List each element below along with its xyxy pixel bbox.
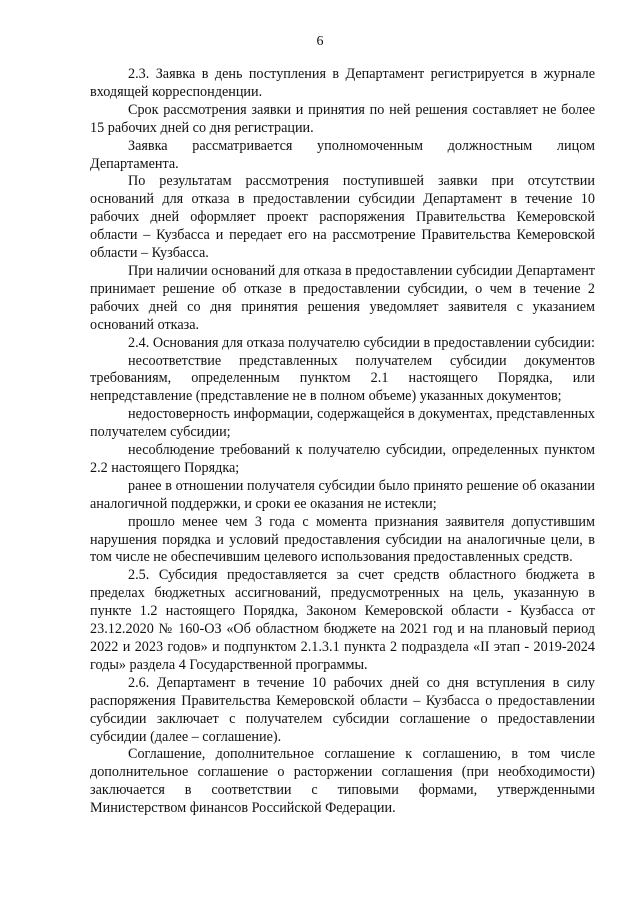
- refusal-ground-documents: несоответствие представленных получателем субсидии документов требованиям, определенным пунктом 2.1 настоящего Порядка, или непредставление (представление не в полном объеме) указанных документов;: [90, 352, 595, 405]
- paragraph-review-official: Заявка рассматривается уполномоченным должностным лицом Департамента.: [90, 137, 595, 172]
- refusal-ground-prior-support: ранее в отношении получателя субсидии было принято решение об оказании аналогичной поддержки, и сроки ее оказания не истекли;: [90, 477, 595, 512]
- paragraph-agreement-forms: Соглашение, дополнительное соглашение к соглашению, в том числе дополнительное соглашение о расторжении соглашения (при необходимости) заключается в соответствии с типовыми формами, утвержденными Министерством финансов Российской Федерации.: [90, 746, 595, 817]
- document-body: [90, 66, 595, 818]
- refusal-ground-unreliable-info: недостоверность информации, содержащейся в документах, представленных получателем субсидии;: [90, 406, 595, 441]
- paragraph-refusal-decision: При наличии оснований для отказа в предоставлении субсидии Департамент принимает решение об отказе в предоставлении субсидии, о чем в течение 2 рабочих дней со дня принятия решения уведомляет заявителя с указанием оснований отказа.: [90, 262, 595, 333]
- paragraph-2-3: 2.3. Заявка в день поступления в Департамент регистрируется в журнале входящей корреспонденции.: [90, 66, 595, 100]
- paragraph-2-5: 2.5. Субсидия предоставляется за счет средств областного бюджета в пределах бюджетных ассигнований, предусмотренных на цель, указанную в пункте 1.2 настоящего Порядка, Законом Кемеровской области - Кузбасса от 23.12.2020 № 160-ОЗ «Об областном бюджете на 2021 год и на плановый период 2022 и 2023 годов» и подпунктом 2.1.3.1 пункта 2 подраздела «II этап - 2019-2024 годы» раздела 4 Государственной программы.: [90, 567, 595, 673]
- paragraph-2-4: 2.4. Основания для отказа получателю субсидии в предоставлении субсидии:: [128, 334, 595, 351]
- paragraph-2-6: 2.6. Департамент в течение 10 рабочих дней со дня вступления в силу распоряжения Правительства Кемеровской области – Кузбасса о предоставлении субсидии заключает с получателем субсидии соглашение о предоставлении субсидии (далее – соглашение).: [90, 674, 595, 745]
- page-number: 6: [316, 34, 324, 49]
- paragraph-review-period: Срок рассмотрения заявки и принятия по ней решения составляет не более 15 рабочих дней со дня регистрации.: [90, 101, 595, 136]
- paragraph-review-result: По результатам рассмотрения поступившей заявки при отсутствии оснований для отказа в предоставлении субсидии Департамент в течение 10 рабочих дней оформляет проект распоряжения Правительства Кемеровской области – Кузбасса и передает его на рассмотрение Правительства Кемеровской области – Кузбасса.: [90, 173, 595, 262]
- refusal-ground-requirements: несоблюдение требований к получателю субсидии, определенных пунктом 2.2 настоящего Порядка;: [90, 442, 595, 476]
- refusal-ground-violations: прошло менее чем 3 года с момента признания заявителя допустившим нарушения порядка и условий предоставления субсидии на аналогичные цели, в том числе не обеспечившим целевого использования предоставленных средств.: [90, 513, 595, 566]
